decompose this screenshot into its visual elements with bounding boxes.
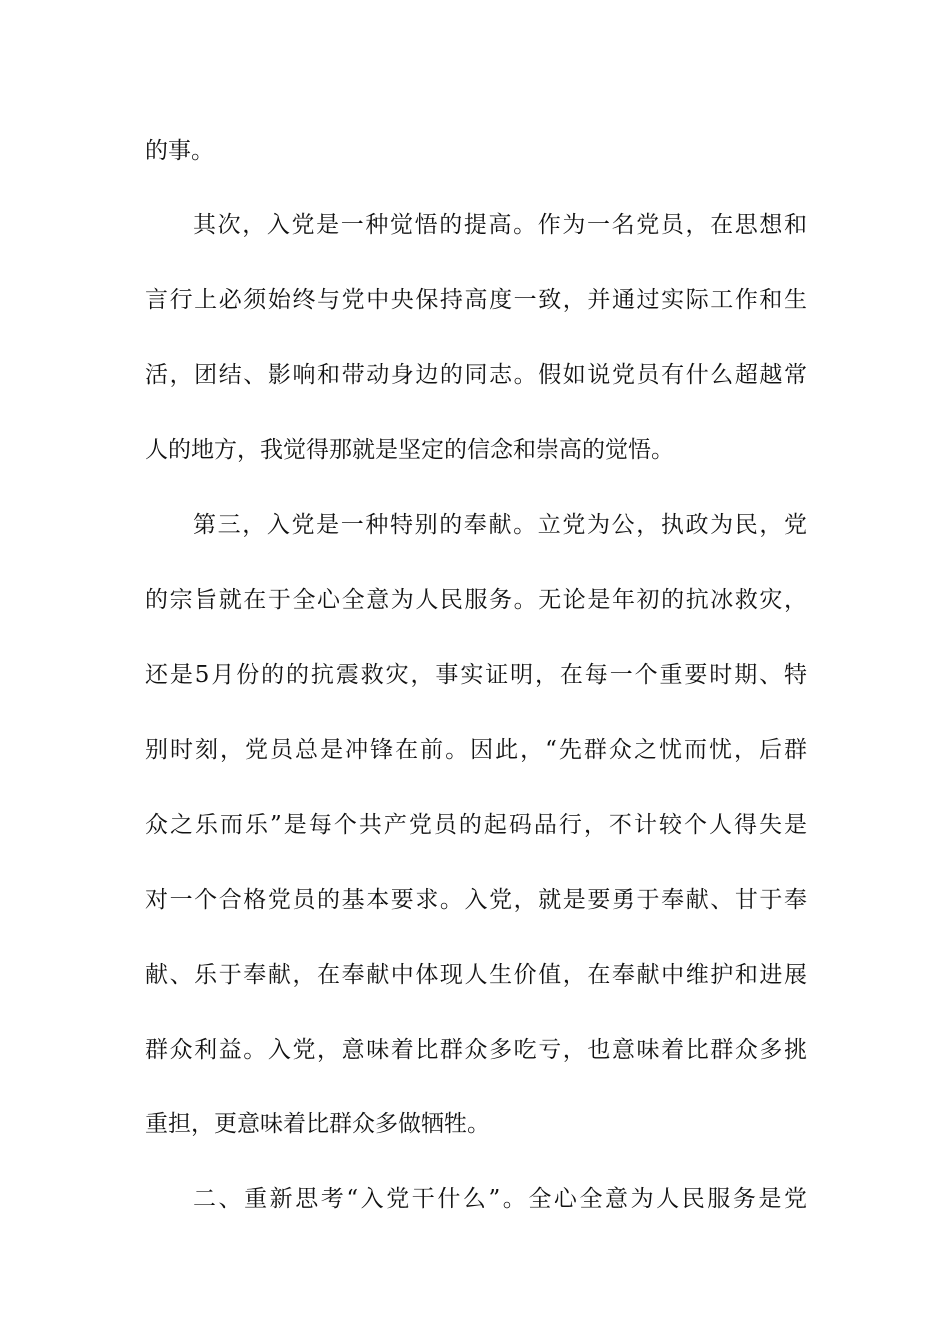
text-line: 的宗旨就在于全心全意为人民服务。无论是年初的抗冰救灾， xyxy=(145,587,807,613)
text-line: 的事。 xyxy=(145,138,214,164)
text-line: 群众利益。入党，意味着比群众多吃亏，也意味着比群众多挑 xyxy=(145,1037,807,1063)
text-line: 言行上必须始终与党中央保持高度一致，并通过实际工作和生 xyxy=(145,287,807,313)
text-line: 献、乐于奉献，在奉献中体现人生价值，在奉献中维护和进展 xyxy=(145,962,807,988)
paragraph-first-line: 二、重新思考“入党干什么”。全心全意为人民服务是党 xyxy=(193,1186,807,1212)
text-line: 别时刻，党员总是冲锋在前。因此，“先群众之忧而忧，后群 xyxy=(145,737,807,763)
text-line: 还是5月份的的抗震救灾，事实证明，在每一个重要时期、特 xyxy=(145,662,807,688)
text-line: 重担，更意味着比群众多做牺牲。 xyxy=(145,1111,490,1137)
paragraph-first-line: 其次，入党是一种觉悟的提高。作为一名党员，在思想和 xyxy=(193,212,807,238)
paragraph-first-line: 第三，入党是一种特别的奉献。立党为公，执政为民，党 xyxy=(193,512,807,538)
text-line: 人的地方，我觉得那就是坚定的信念和崇高的觉悟。 xyxy=(145,437,674,463)
text-line: 对一个合格党员的基本要求。入党，就是要勇于奉献、甘于奉 xyxy=(145,887,807,913)
text-line: 活，团结、影响和带动身边的同志。假如说党员有什么超越常 xyxy=(145,362,807,388)
text-line: 众之乐而乐”是每个共产党员的起码品行，不计较个人得失是 xyxy=(145,812,807,838)
